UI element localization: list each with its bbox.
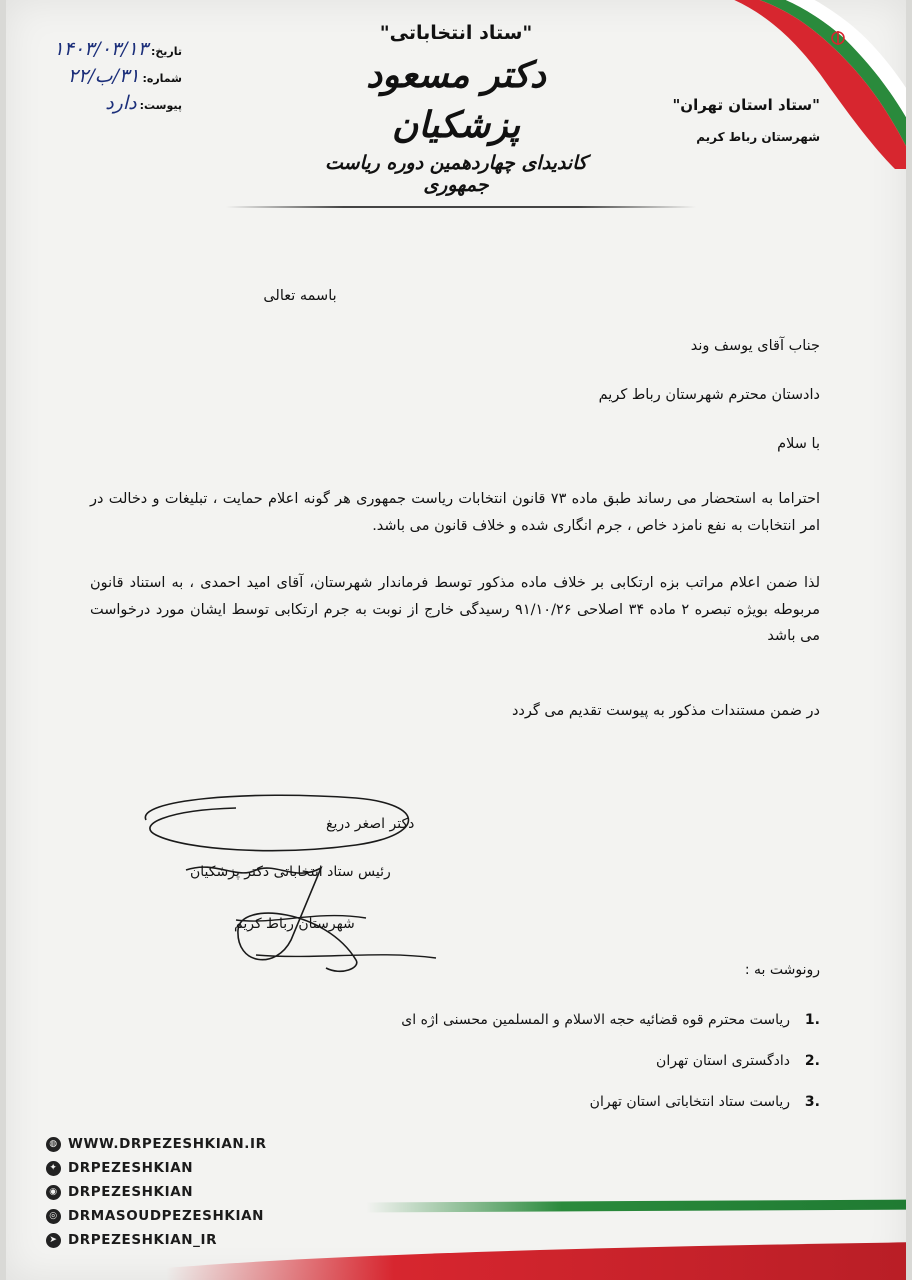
number-row: [32, 65, 182, 92]
number-value: ۳۱/ب/۲۲: [67, 65, 140, 87]
social-row: [46, 1180, 267, 1204]
letter-title: باسمه تعالی: [263, 288, 337, 304]
cc-item: [401, 1012, 820, 1053]
province-staff: "ستاد استان تهران": [672, 96, 820, 114]
candidate-name: دکتر مسعود پزشکیان: [366, 54, 546, 146]
cc-item-text: ریاست محترم قوه قضائیه حجه الاسلام و المسلمین محسنی اژه ای: [401, 1012, 790, 1028]
signer-title: رئیس ستاد انتخاباتی دکتر پزشکیان: [190, 864, 391, 880]
globe-icon: ◍: [46, 1137, 61, 1152]
website-link: WWW.DRPEZESHKIAN.IR: [68, 1136, 267, 1152]
letter-meta: [32, 38, 182, 119]
attachment-value: دارد: [105, 92, 137, 114]
attachment-row: [32, 92, 182, 119]
social-row: [46, 1156, 267, 1180]
number-label: شماره:: [142, 72, 182, 85]
aparat-icon: ◉: [46, 1185, 61, 1200]
instagram-icon: ◎: [46, 1209, 61, 1224]
province-staff-block: [672, 96, 820, 144]
twitter-icon: ✦: [46, 1161, 61, 1176]
cc-item-text: ریاست ستاد انتخاباتی استان تهران: [589, 1094, 790, 1110]
cc-list: [401, 1012, 820, 1135]
attachment-label: پیوست:: [139, 99, 182, 112]
letterhead: [306, 22, 606, 196]
salutation: با سلام: [777, 436, 820, 452]
staff-title: "ستاد انتخاباتی": [379, 22, 533, 44]
flag-ribbon-graphic: [720, 0, 906, 174]
twitter-handle: DRPEZESHKIAN: [68, 1160, 194, 1176]
header-divider: [226, 206, 696, 208]
recipient-line-1: جناب آقای یوسف وند: [690, 338, 820, 354]
cc-item-number: .2: [804, 1053, 820, 1069]
signer-city: شهرستان رباط کریم: [234, 916, 355, 932]
cc-item-number: .3: [804, 1094, 820, 1110]
iran-flag-icon: [720, 0, 906, 174]
cc-heading: رونوشت به :: [744, 962, 820, 978]
letter-paper: [6, 0, 906, 1280]
candidate-subtitle: کاندیدای چهاردهمین دوره ریاست جمهوری: [324, 152, 588, 196]
telegram-icon: ➤: [46, 1233, 61, 1248]
instagram-handle: DRMASOUDPEZESHKIAN: [68, 1208, 265, 1224]
date-label: تاریخ:: [150, 45, 182, 58]
date-value: ۱۴۰۳/۰۳/۱۳: [53, 38, 148, 60]
cc-item-text: دادگستری استان تهران: [656, 1053, 790, 1069]
footer-red-strip: [166, 1238, 906, 1280]
county-name: شهرستان رباط کریم: [696, 130, 820, 144]
signer-name: دکتر اصغر دریغ: [326, 816, 415, 832]
social-links: [46, 1132, 267, 1252]
paragraph-1: احتراما به استحضار می رساند طبق ماده ۷۳ قانون انتخابات ریاست جمهوری هر گونه اعلام حمایت ، تبلیغات و دخالت در امر انتخابات به نفع نامزد خاص ، جرم انگاری شده و خلاف قانون می باشد.: [90, 491, 820, 534]
telegram-handle: DRPEZESHKIAN_IR: [68, 1232, 218, 1248]
aparat-handle: DRPEZESHKIAN: [68, 1184, 194, 1200]
date-row: [32, 38, 182, 65]
cc-item: [401, 1094, 820, 1135]
social-row: [46, 1204, 267, 1228]
social-row: [46, 1132, 267, 1156]
paragraph-2: لذا ضمن اعلام مراتب بزه ارتکابی بر خلاف ماده مذکور توسط فرماندار شهرستان، آقای امید احمدی ، به استناد قانون مربوطه بویژه تبصره ۲ ماده ۳۴ اصلاحی ۹۱/۱۰/۲۶ رسیدگی خارج از نوبت به جرم ارتکابی توسط ایشان مورد درخواست می باشد: [90, 575, 820, 644]
cc-item-number: .1: [804, 1012, 820, 1028]
paragraph-3: در ضمن مستندات مذکور به پیوست تقدیم می گردد: [511, 703, 820, 719]
footer-flag-strip: [366, 1196, 906, 1215]
cc-item: [401, 1053, 820, 1094]
recipient-line-2: دادستان محترم شهرستان رباط کریم: [598, 387, 820, 403]
